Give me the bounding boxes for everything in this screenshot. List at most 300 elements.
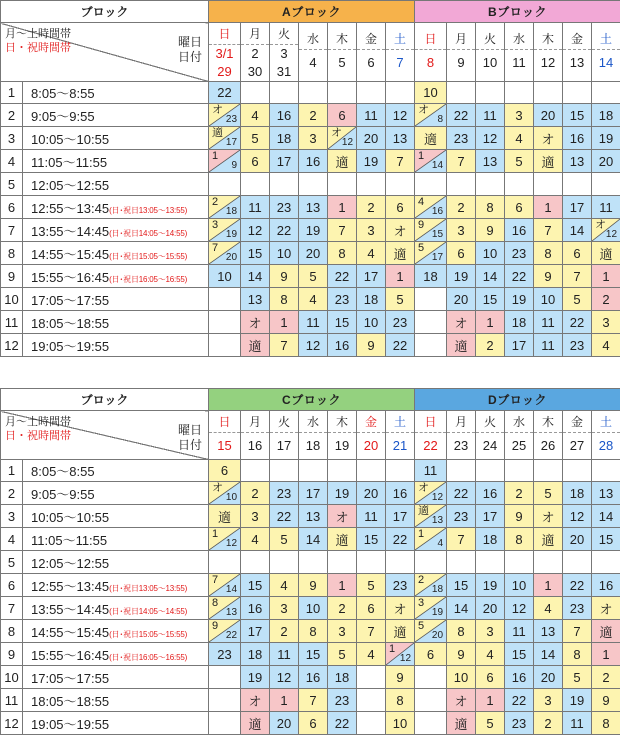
schedule-cell-value: 3	[338, 623, 346, 639]
period-time	[23, 482, 209, 505]
schedule-cell	[357, 242, 386, 265]
schedule-cell	[592, 265, 620, 288]
youbi-label: 曜日	[178, 35, 203, 49]
split-value-upper: 2	[212, 196, 219, 208]
weekday-label: 土	[386, 411, 414, 433]
schedule-cell	[415, 82, 447, 104]
date-label: 15	[217, 438, 232, 453]
schedule-cell	[209, 620, 241, 643]
schedule-cell	[299, 196, 328, 219]
schedule-cell	[270, 242, 299, 265]
period-number: 7	[1, 597, 23, 620]
schedule-cell	[505, 597, 534, 620]
schedule-cell	[415, 505, 447, 528]
schedule-cell	[299, 689, 328, 712]
period-time-range: 12:55～13:45	[31, 578, 110, 594]
period-time-range: 12:05～12:55	[31, 555, 110, 571]
schedule-cell-value: 17	[482, 508, 498, 524]
schedule-cell-value: 22	[276, 222, 292, 238]
schedule-cell	[476, 505, 505, 528]
split-value-lower: 18	[431, 584, 444, 595]
schedule-cell	[447, 265, 476, 288]
schedule-cell-value: 6	[573, 245, 581, 261]
schedule-cell	[415, 551, 447, 574]
schedule-cell-value: 23	[334, 692, 350, 708]
period-time-range: 15:55～16:45	[31, 647, 110, 663]
period-row	[1, 597, 620, 620]
period-time	[23, 620, 209, 643]
period-time	[23, 574, 209, 597]
schedule-cell	[415, 265, 447, 288]
schedule-cell	[241, 127, 270, 150]
schedule-cell	[209, 150, 241, 173]
period-number: 7	[1, 219, 23, 242]
schedule-cell-value: 23	[276, 485, 292, 501]
schedule-cell	[534, 265, 563, 288]
schedule-cell-value: 14	[540, 646, 556, 662]
date-label: 9	[457, 55, 465, 70]
period-number: 12	[1, 712, 23, 735]
date-label: 5	[338, 55, 346, 70]
schedule-cell	[563, 82, 592, 104]
schedule-cell-value: 19	[482, 577, 498, 593]
schedule-cell	[270, 597, 299, 620]
schedule-cell-value: 5	[251, 130, 259, 146]
schedule-cell-value: 22	[217, 85, 232, 100]
schedule-cell	[357, 173, 386, 196]
schedule-cell-value: 23	[569, 337, 585, 353]
schedule-cell-value: 12	[392, 107, 408, 123]
period-row	[1, 334, 620, 357]
split-value-lower: 18	[225, 206, 238, 217]
split-value-lower: 20	[431, 630, 444, 641]
day-header	[563, 411, 592, 460]
schedule-cell	[386, 104, 415, 127]
schedule-cell	[505, 689, 534, 712]
schedule-cell	[563, 196, 592, 219]
schedule-cell-value: 17	[305, 485, 321, 501]
schedule-cell	[299, 104, 328, 127]
schedule-cell	[386, 528, 415, 551]
block-banner-c: Cブロック	[209, 389, 415, 411]
schedule-cell	[270, 620, 299, 643]
date-label-secondary: 30	[247, 64, 263, 79]
period-time-range: 9:05～9:55	[31, 108, 95, 124]
split-value-upper: 適	[418, 505, 430, 517]
schedule-cell-value: 11	[541, 337, 555, 353]
split-value-lower: 20	[225, 252, 238, 263]
schedule-cell	[209, 460, 241, 482]
date-label: 3/1	[215, 46, 234, 61]
schedule-cell	[563, 551, 592, 574]
schedule-cell	[563, 127, 592, 150]
schedule-cell	[241, 288, 270, 311]
schedule-cell	[328, 219, 357, 242]
schedule-cell-value: 22	[276, 508, 292, 524]
schedule-cell-value: 4	[251, 107, 259, 123]
period-time-range: 13:55～14:45	[31, 223, 110, 239]
schedule-cell-value: 適	[335, 532, 349, 548]
schedule-cell	[592, 173, 620, 196]
schedule-cell	[563, 643, 592, 666]
schedule-cell	[447, 242, 476, 265]
schedule-cell-value: 12	[305, 337, 321, 353]
period-row	[1, 574, 620, 597]
schedule-cell	[386, 643, 415, 666]
schedule-cell	[299, 288, 328, 311]
split-value-lower: 13	[225, 607, 238, 618]
schedule-cell	[209, 551, 241, 574]
schedule-cell	[447, 288, 476, 311]
date-label: 8	[426, 55, 435, 70]
period-time-range: 11:05～11:55	[31, 154, 108, 170]
schedule-cell-value: 15	[598, 531, 614, 547]
schedule-cell-value: 適	[424, 131, 438, 147]
period-time	[23, 643, 209, 666]
schedule-cell-value: オ	[599, 601, 613, 617]
period-time-range: 15:55～16:45	[31, 269, 110, 285]
schedule-cell	[592, 482, 620, 505]
schedule-cell-value: 19	[247, 669, 263, 685]
date-label-secondary: 29	[217, 64, 232, 79]
time-date-diagonal-header	[1, 23, 209, 82]
schedule-cell-value: 8	[280, 291, 288, 307]
period-time	[23, 334, 209, 357]
schedule-cell	[534, 574, 563, 597]
day-header	[328, 411, 357, 460]
schedule-cell	[534, 150, 563, 173]
schedule-cell-value: 適	[454, 716, 468, 732]
schedule-cell	[270, 311, 299, 334]
schedule-cell	[563, 265, 592, 288]
period-holiday-time: (日･祝日16:05～16:55)	[109, 652, 188, 662]
schedule-cell	[505, 173, 534, 196]
schedule-cell	[209, 242, 241, 265]
schedule-cell-value: 22	[511, 692, 527, 708]
schedule-cell-value: 17	[392, 508, 408, 524]
period-number: 12	[1, 334, 23, 357]
schedule-cell	[241, 597, 270, 620]
schedule-cell-value: 18	[482, 531, 498, 547]
schedule-cell-value: 14	[598, 508, 614, 524]
schedule-cell	[415, 219, 447, 242]
schedule-cell	[357, 574, 386, 597]
schedule-cell-value: 10	[540, 291, 556, 307]
date-header-row	[1, 23, 620, 82]
schedule-cell	[447, 460, 476, 482]
schedule-cell	[563, 242, 592, 265]
schedule-cell	[534, 104, 563, 127]
schedule-cell-value: 5	[309, 268, 317, 284]
period-number: 2	[1, 482, 23, 505]
schedule-cell-value: 8	[457, 623, 465, 639]
schedule-cell-value: 3	[251, 508, 259, 524]
weekday-label: 水	[299, 411, 327, 433]
schedule-cell-value: 18	[276, 130, 292, 146]
schedule-cell	[563, 219, 592, 242]
schedule-cell-value: 13	[247, 291, 263, 307]
split-value-lower: 13	[431, 515, 444, 526]
schedule-cell	[386, 288, 415, 311]
schedule-cell	[357, 311, 386, 334]
weekday-label: 木	[534, 28, 562, 50]
schedule-cell-value: 22	[569, 314, 585, 330]
schedule-cell-value: 14	[453, 600, 469, 616]
schedule-cell	[357, 265, 386, 288]
date-label: 11	[512, 55, 526, 70]
schedule-cell	[241, 620, 270, 643]
schedule-cell	[447, 334, 476, 357]
schedule-cell-value: オ	[335, 509, 349, 525]
hizuke-label: 日付	[178, 438, 203, 452]
schedule-cell-value: 4	[515, 130, 523, 146]
weekday-label: 木	[534, 411, 562, 433]
schedule-cell	[209, 288, 241, 311]
schedule-cell	[476, 482, 505, 505]
schedule-cell-value: 19	[363, 153, 379, 169]
day-header	[241, 411, 270, 460]
schedule-cell-value: 20	[569, 531, 585, 547]
schedule-cell	[415, 288, 447, 311]
schedule-cell	[505, 242, 534, 265]
schedule-cell	[241, 334, 270, 357]
period-time	[23, 265, 209, 288]
schedule-cell-value: 23	[453, 130, 469, 146]
weekday-label: 土	[592, 28, 620, 50]
schedule-cell	[299, 551, 328, 574]
schedule-cell-value: 16	[305, 153, 321, 169]
schedule-cell-value: 4	[280, 577, 288, 593]
schedule-cell-value: 2	[602, 291, 610, 307]
schedule-cell	[476, 311, 505, 334]
period-time-range: 8:05～8:55	[31, 86, 95, 101]
period-row	[1, 482, 620, 505]
schedule-cell	[415, 689, 447, 712]
schedule-cell	[592, 689, 620, 712]
schedule-cell	[592, 127, 620, 150]
schedule-cell	[505, 574, 534, 597]
schedule-cell	[447, 620, 476, 643]
schedule-cell-value: 適	[248, 338, 262, 354]
schedule-cell	[476, 82, 505, 104]
schedule-cell-value: 11	[570, 715, 584, 731]
day-header	[592, 23, 620, 82]
schedule-cell-value: 3	[602, 314, 610, 330]
schedule-cell	[270, 104, 299, 127]
schedule-cell	[357, 689, 386, 712]
period-time-range: 17:05～17:55	[31, 292, 110, 308]
schedule-cell	[328, 482, 357, 505]
schedule-cell	[270, 505, 299, 528]
schedule-cell	[563, 150, 592, 173]
schedule-cell	[534, 173, 563, 196]
split-value-upper: 2	[418, 574, 425, 586]
schedule-cell-value: 16	[334, 337, 350, 353]
schedule-cell-value: 5	[573, 291, 581, 307]
schedule-cell	[270, 528, 299, 551]
schedule-cell-value: 8	[309, 623, 317, 639]
period-number: 2	[1, 104, 23, 127]
day-header	[534, 411, 563, 460]
schedule-cell	[299, 620, 328, 643]
schedule-cell-value: 15	[305, 646, 321, 662]
schedule-cell	[505, 288, 534, 311]
schedule-cell-value: オ	[393, 601, 407, 617]
schedule-cell	[241, 82, 270, 104]
split-value-upper: オ	[212, 482, 224, 494]
period-number: 4	[1, 150, 23, 173]
period-number: 9	[1, 265, 23, 288]
schedule-cell-value: 4	[367, 646, 375, 662]
schedule-cell	[415, 196, 447, 219]
schedule-cell-value: 13	[540, 623, 556, 639]
weekday-label: 水	[505, 411, 533, 433]
schedule-cell	[241, 712, 270, 735]
schedule-cell	[415, 311, 447, 334]
date-label: 26	[540, 438, 556, 453]
schedule-cell	[386, 265, 415, 288]
schedule-cell	[476, 334, 505, 357]
period-time	[23, 311, 209, 334]
day-header	[299, 411, 328, 460]
period-time	[23, 196, 209, 219]
schedule-cell-value: 8	[602, 715, 610, 731]
schedule-cell	[415, 460, 447, 482]
schedule-cell-value: 15	[482, 291, 498, 307]
schedule-cell-value: 13	[569, 153, 585, 169]
schedule-cell-value: 10	[305, 600, 321, 616]
schedule-cell	[447, 528, 476, 551]
period-time	[23, 505, 209, 528]
time-band-labels	[5, 27, 71, 55]
schedule-cell-value: 3	[486, 623, 494, 639]
schedule-cell	[447, 712, 476, 735]
period-holiday-time: (日･祝日15:05～15:55)	[109, 629, 188, 639]
schedule-cell	[476, 528, 505, 551]
schedule-cell-value: 14	[482, 268, 498, 284]
schedule-cell-value: 14	[305, 531, 321, 547]
schedule-cell	[241, 551, 270, 574]
schedule-cell-value: 22	[569, 577, 585, 593]
schedule-cell-value: 2	[486, 337, 494, 353]
schedule-cell	[563, 482, 592, 505]
period-number: 8	[1, 620, 23, 643]
split-value-upper: 8	[212, 597, 219, 609]
schedule-cell-value: 4	[309, 291, 317, 307]
split-value-upper: 9	[212, 620, 219, 632]
schedule-cell	[209, 597, 241, 620]
schedule-cell	[386, 219, 415, 242]
schedule-cell-value: 1	[338, 199, 346, 215]
weekday-label: 火	[270, 411, 298, 433]
schedule-cell-value: 13	[305, 199, 321, 215]
weekday-time-label: 月～土時間帯	[5, 416, 71, 428]
schedule-cell-value: 23	[511, 715, 527, 731]
period-row	[1, 551, 620, 574]
schedule-cell	[270, 666, 299, 689]
schedule-cell-value: 適	[248, 716, 262, 732]
schedule-cell-value: オ	[541, 509, 555, 525]
schedule-cell-value: 9	[486, 222, 494, 238]
schedule-cell	[563, 505, 592, 528]
schedule-cell-value: 17	[511, 337, 527, 353]
schedule-cell-value: 適	[218, 509, 232, 525]
schedule-cell-value: 18	[569, 485, 585, 501]
time-date-diagonal-header	[1, 411, 209, 460]
schedule-cell	[415, 242, 447, 265]
schedule-cell-value: 3	[457, 222, 465, 238]
schedule-cell	[592, 551, 620, 574]
period-row	[1, 712, 620, 735]
period-time	[23, 712, 209, 735]
schedule-cell	[357, 82, 386, 104]
split-value-lower: 14	[431, 160, 444, 171]
period-row	[1, 620, 620, 643]
schedule-cell-value: 1	[602, 646, 610, 662]
schedule-cell-value: 11	[599, 199, 613, 215]
schedule-cell-value: 1	[338, 577, 346, 593]
hizuke-label: 日付	[178, 50, 203, 64]
weekday-label: 木	[328, 411, 356, 433]
schedule-cell-value: 1	[486, 314, 494, 330]
schedule-cell	[415, 712, 447, 735]
date-label-secondary: 31	[276, 64, 292, 79]
period-row	[1, 127, 620, 150]
schedule-cell	[476, 574, 505, 597]
schedule-cell-value: 10	[217, 268, 232, 284]
date-label: 7	[396, 55, 404, 70]
schedule-cell-value: 5	[515, 153, 523, 169]
period-time-range: 8:05～8:55	[31, 464, 95, 479]
schedule-cell-value: 7	[544, 222, 552, 238]
schedule-cell	[386, 82, 415, 104]
day-header	[357, 23, 386, 82]
schedule-cell	[447, 597, 476, 620]
schedule-cell-value: 16	[511, 669, 527, 685]
day-header	[534, 23, 563, 82]
youbi-label: 曜日	[178, 423, 203, 437]
split-value-lower: 14	[225, 584, 238, 595]
schedule-cell-value: 12	[247, 222, 263, 238]
date-header-row	[1, 411, 620, 460]
schedule-cell	[563, 666, 592, 689]
period-time	[23, 242, 209, 265]
date-label: 14	[598, 55, 614, 70]
schedule-cell-value: 5	[544, 485, 552, 501]
period-time	[23, 666, 209, 689]
schedule-cell-value: 5	[280, 531, 288, 547]
schedule-cell	[505, 82, 534, 104]
schedule-cell-value: 16	[392, 485, 408, 501]
schedule-cell	[299, 574, 328, 597]
schedule-cell	[505, 482, 534, 505]
schedule-cell	[476, 288, 505, 311]
day-header	[386, 23, 415, 82]
split-value-upper: 3	[418, 597, 425, 609]
schedule-cell	[357, 482, 386, 505]
schedule-cell	[209, 334, 241, 357]
split-value-upper: オ	[418, 482, 430, 494]
weekday-label: 水	[299, 28, 327, 50]
schedule-cell-value: 6	[515, 199, 523, 215]
period-number: 10	[1, 288, 23, 311]
date-label: 25	[511, 438, 527, 453]
schedule-cell-value: 18	[511, 314, 527, 330]
schedule-cell	[563, 104, 592, 127]
schedule-cell	[299, 712, 328, 735]
schedule-cell	[270, 482, 299, 505]
weekday-label: 月	[447, 411, 475, 433]
